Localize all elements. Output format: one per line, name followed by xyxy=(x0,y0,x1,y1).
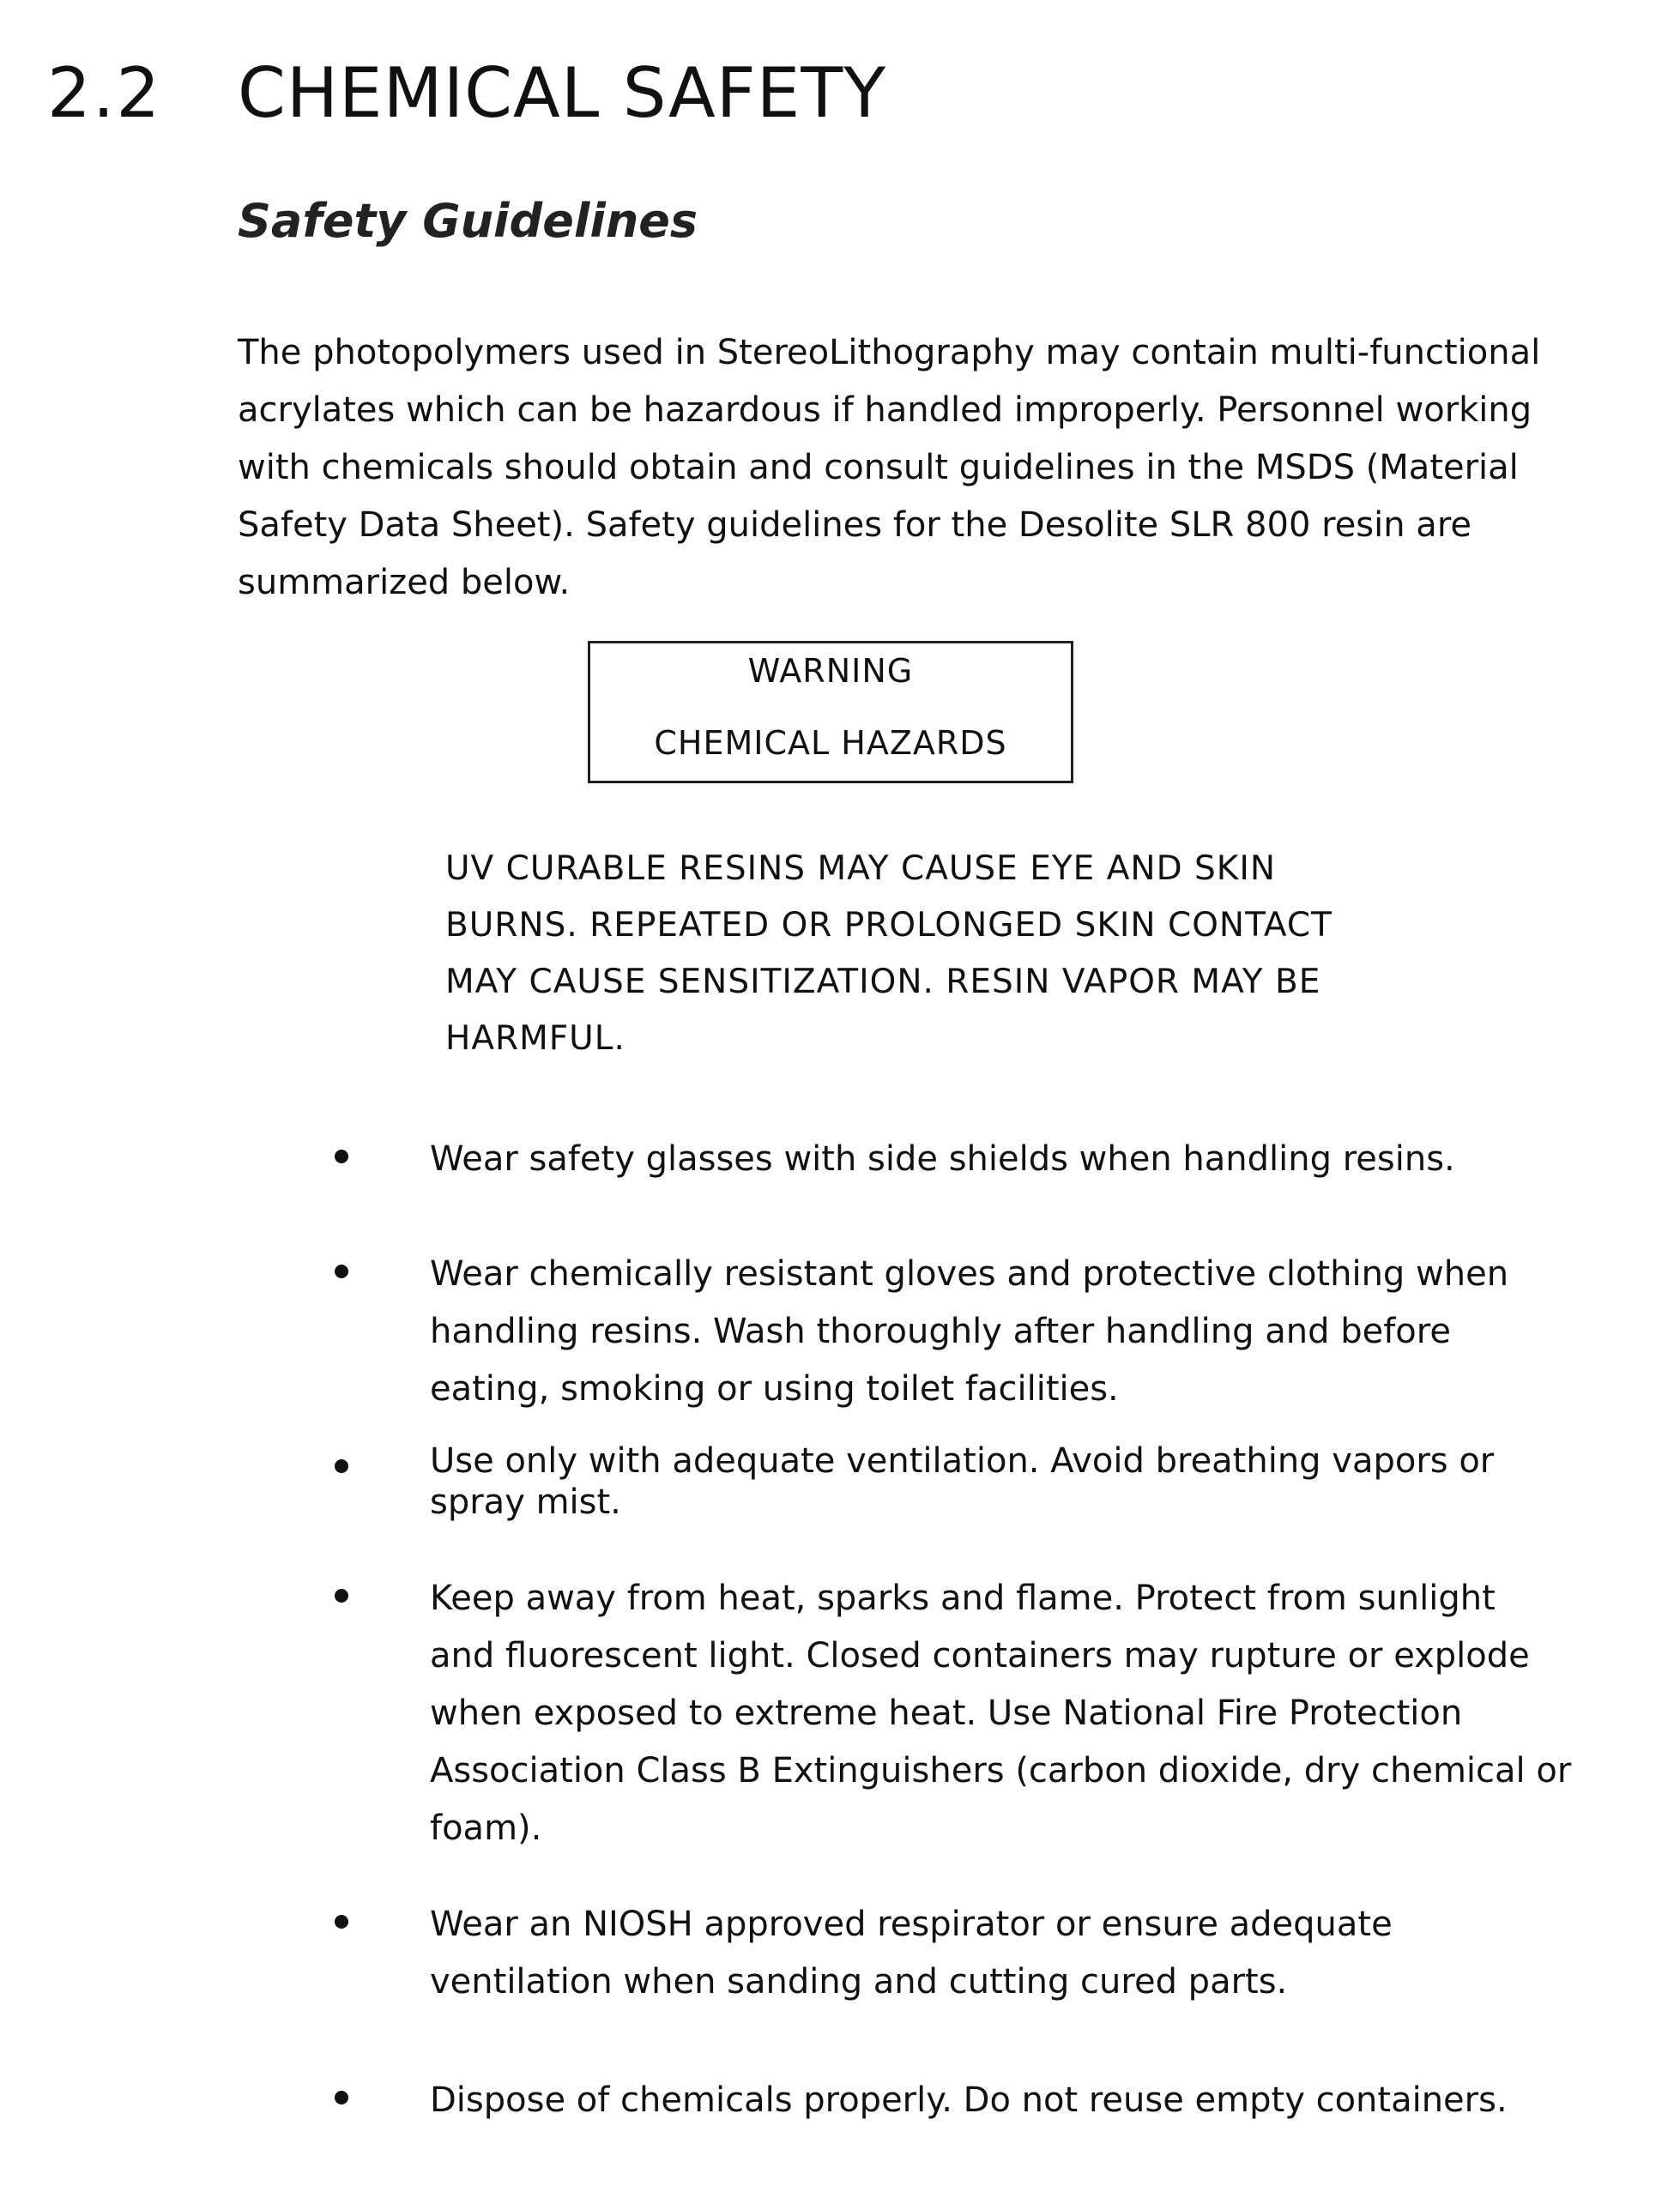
intro-line: summarized below. xyxy=(238,554,1628,612)
warning-box xyxy=(588,641,1073,783)
intro-line: with chemicals should obtain and consult guidelines in the MSDS (Material xyxy=(238,439,1628,497)
bullet-line: Keep away from heat, sparks and flame. Protect from sunlight xyxy=(430,1570,1571,1627)
section-title: CHEMICAL SAFETY xyxy=(238,53,886,133)
bullet-line: Wear safety glasses with side shields when handling resins. xyxy=(430,1131,1455,1188)
hazard-statement xyxy=(445,841,1333,1067)
hazard-line: UV CURABLE RESINS MAY CAUSE EYE AND SKIN xyxy=(445,841,1333,897)
intro-line: The photopolymers used in StereoLithography may contain multi-functional xyxy=(238,324,1628,382)
bullet-line: ventilation when sanding and cutting cured parts. xyxy=(430,1953,1393,2011)
bullet-icon xyxy=(335,1150,348,1163)
bullet-line: Wear chemically resistant gloves and protective clothing when xyxy=(430,1246,1508,1303)
bullet-text xyxy=(430,1896,1393,2011)
warning-heading: WARNING xyxy=(590,652,1071,690)
intro-line: Safety Data Sheet). Safety guidelines for the Desolite SLR 800 resin are xyxy=(238,497,1628,554)
bullet-icon xyxy=(335,2091,348,2104)
hazard-line: MAY CAUSE SENSITIZATION. RESIN VAPOR MAY BE xyxy=(445,954,1333,1011)
bullet-line: handling resins. Wash thoroughly after handling and before xyxy=(430,1303,1508,1361)
section-number: 2.2 xyxy=(47,53,161,133)
bullet-line: and fluorescent light. Closed containers may rupture or explode xyxy=(430,1627,1571,1685)
bullet-text xyxy=(430,1246,1508,1418)
hazard-line: BURNS. REPEATED OR PROLONGED SKIN CONTACT xyxy=(445,897,1333,954)
bullet-line: spray mist. xyxy=(430,1482,1494,1523)
bullet-line: Dispose of chemicals properly. Do not reuse empty containers. xyxy=(430,2072,1508,2129)
bullet-line: eating, smoking or using toilet facilities. xyxy=(430,1361,1508,1418)
bullet-line: Wear an NIOSH approved respirator or ensure adequate xyxy=(430,1896,1393,1953)
subsection-title: Safety Guidelines xyxy=(238,194,698,248)
bullet-text xyxy=(430,1440,1494,1523)
bullet-icon xyxy=(335,1459,348,1473)
intro-line: acrylates which can be hazardous if handled improperly. Personnel working xyxy=(238,382,1628,439)
bullet-icon xyxy=(335,1265,348,1278)
bullet-text xyxy=(430,1570,1571,1857)
intro-paragraph xyxy=(238,324,1628,612)
bullet-line: Association Class B Extinguishers (carbon dioxide, dry chemical or xyxy=(430,1742,1571,1800)
bullet-line: Use only with adequate ventilation. Avoid breathing vapors or xyxy=(430,1440,1494,1482)
bullet-icon xyxy=(335,1589,348,1603)
bullet-line: foam). xyxy=(430,1800,1571,1857)
hazard-line: HARMFUL. xyxy=(445,1011,1333,1067)
bullet-text xyxy=(430,1131,1455,1188)
bullet-icon xyxy=(335,1915,348,1929)
bullet-line: when exposed to extreme heat. Use National Fire Protection xyxy=(430,1685,1571,1742)
bullet-text xyxy=(430,2072,1508,2129)
warning-subheading: CHEMICAL HAZARDS xyxy=(590,724,1071,762)
